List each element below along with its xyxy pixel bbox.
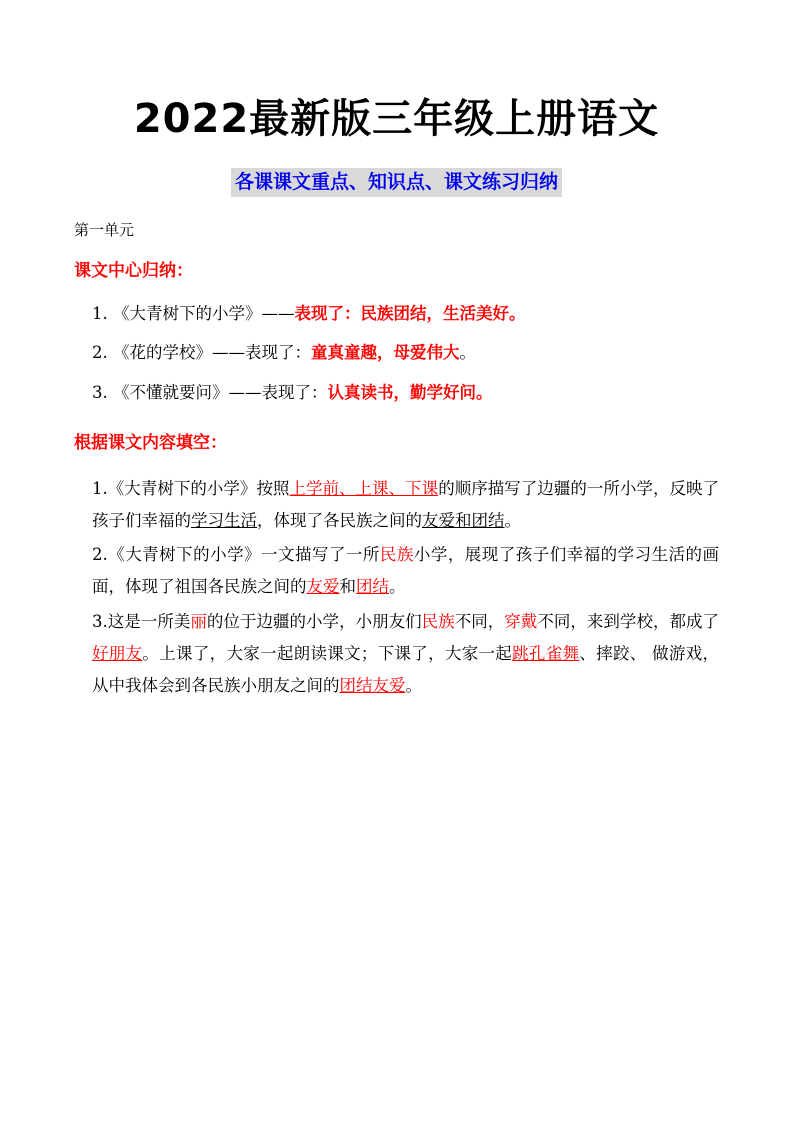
unit-label: 第一单元 [74,220,135,239]
answer-blank: 友爱和团结 [422,511,505,531]
question-text: 不同， [454,611,505,631]
answer-blank: 上学前、上课、下课 [289,478,439,498]
list-item-highlight: 童真童趣，母爱伟大 [311,343,460,363]
question-number: 3. [92,611,108,631]
page-title: 2022最新版三年级上册语文 [133,96,660,142]
list-item-text: 《大青树下的小学》—— [113,303,295,323]
answer-blank: 学习生活 [191,511,257,531]
answer-highlight: 民族 [379,545,414,565]
answer-blank: 团结友爱 [339,675,406,695]
answer-blank: 好朋友 [92,643,143,663]
section-heading-central-ideas: 课文中心归纳： [74,261,193,282]
answer-blank: 友爱 [306,577,340,597]
question-text: 。 [389,577,406,597]
list-item-highlight: 认真读书，勤学好问。 [327,382,493,402]
question-text: 《大青树下的小学》一文描写了一所 [107,545,380,565]
question-text: ，体现了各民族之间的 [257,511,422,531]
list-item [74,380,719,406]
list-item-text: 《不懂就要问》——表现了： [113,382,328,402]
answer-blank: 跳孔雀舞 [512,643,580,663]
list-item-number: 3. [92,382,108,402]
subtitle-container [74,168,719,197]
list-item-tail: 。 [459,343,476,363]
list-item-number: 2. [92,343,108,363]
list-item [74,340,719,366]
answer-highlight: 民族 [421,611,455,631]
question-number: 2. [92,545,108,565]
question-text: 。 [504,511,521,531]
question-text: 。上课了，大家一起朗读课文；下课了，大家一起 [142,643,513,663]
question-text: 这是一所美 [107,611,191,631]
section-heading-fill-in-blanks: 根据课文内容填空： [74,433,227,454]
question-text: 不同，来到学校，都成了 [537,611,720,631]
question-number: 1. [92,478,108,498]
question-text: 、摔跤、 做游戏，从中我体会到各民族小朋友之间的 [92,643,720,695]
question-text: 《大青树下的小学》按照 [107,478,290,498]
list-item [74,301,719,327]
answer-highlight: 丽 [190,611,207,631]
list-item-number: 1. [92,303,108,323]
question-text: 的位于边疆的小学，小朋友们 [206,611,422,631]
fill-in-question-2 [74,539,719,603]
list-item-highlight: 表现了：民族团结，生活美好。 [294,303,526,323]
page-subtitle: 各课课文重点、知识点、课文练习归纳 [231,168,562,197]
answer-highlight: 穿戴 [504,611,538,631]
fill-in-question-1 [74,473,719,537]
question-text: 小学，展现了孩子们幸福的学习生活的画面，体现了祖国各民族之间的 [92,545,720,597]
list-item-text: 《花的学校》——表现了： [113,343,311,363]
question-text: 和 [339,577,356,597]
fill-in-question-3 [74,606,719,703]
answer-blank: 团结 [356,577,389,597]
question-text: 。 [405,675,422,695]
question-text: 的顺序描写了边疆的一所小学，反映了孩子们幸福的 [92,478,720,531]
